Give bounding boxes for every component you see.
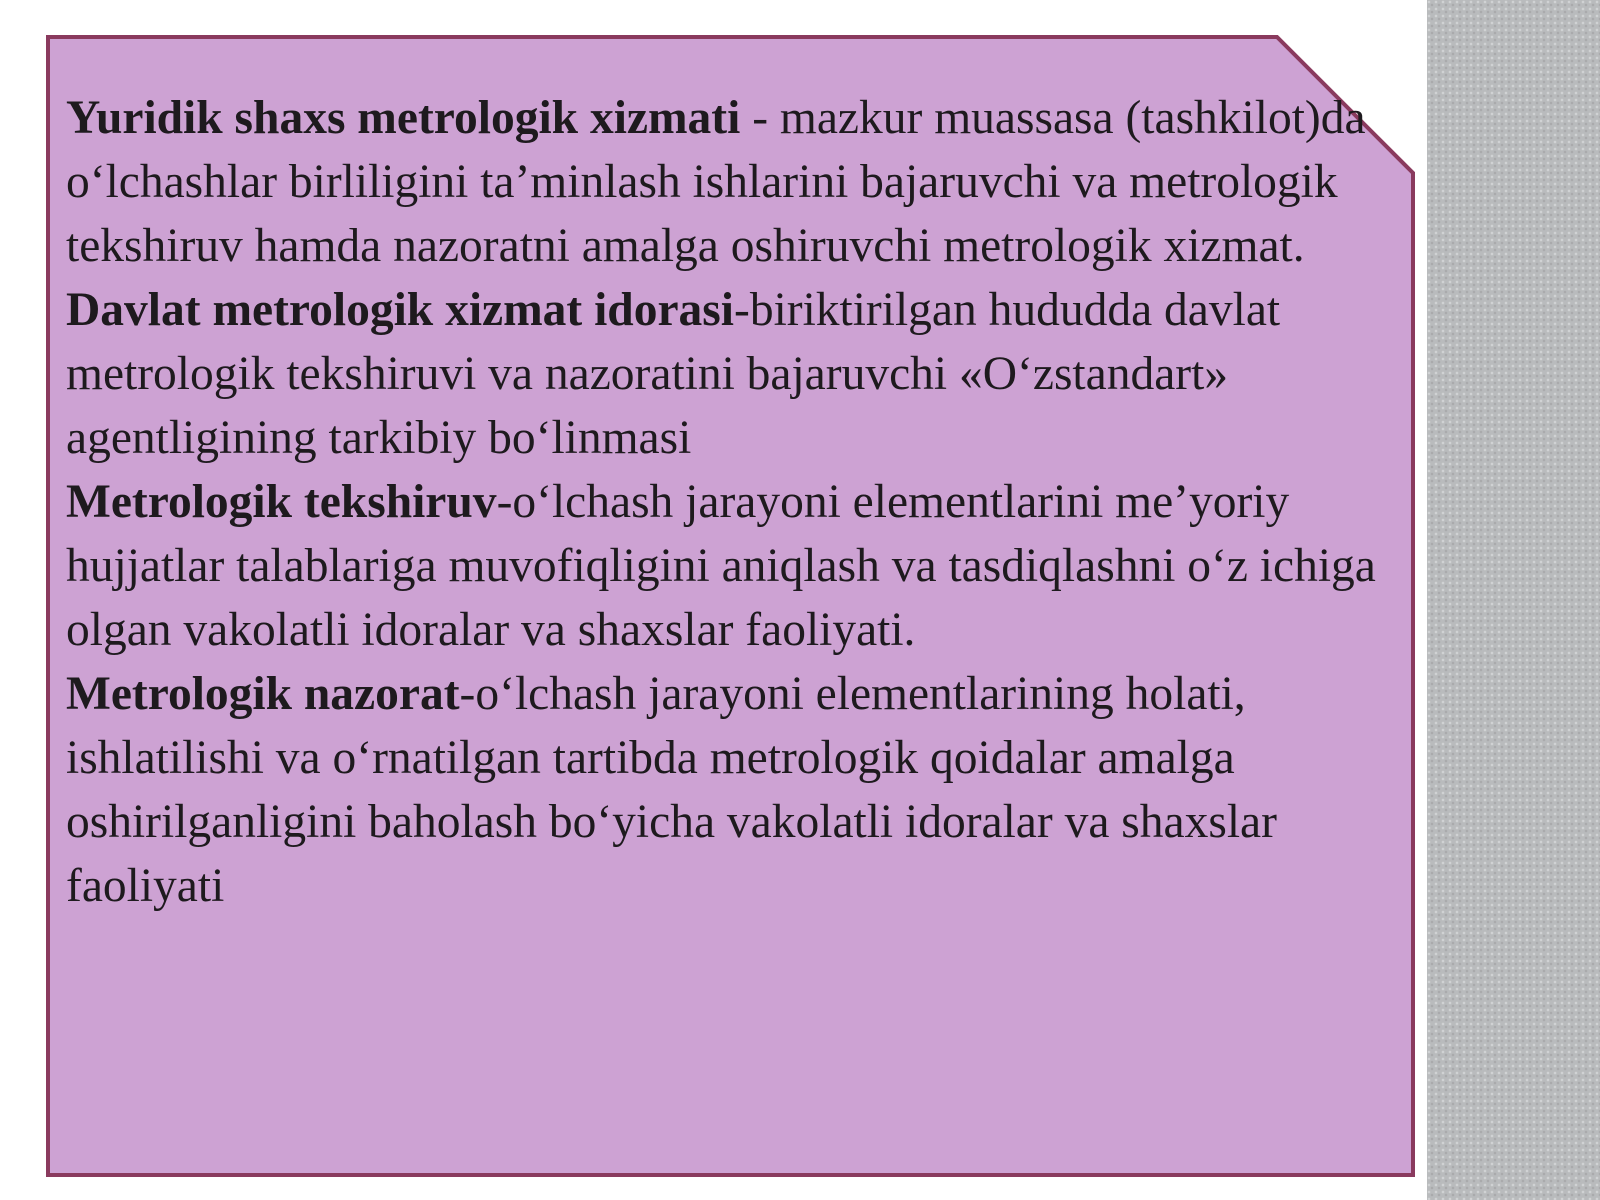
- definition-text: biriktirilgan hududda davlat metrologik tekshiruvi va nazoratini bajaruvchi «O‘zstandart» agentligining tarkibiy bo‘linmasi: [66, 284, 1281, 464]
- definition-separator: -: [496, 476, 513, 528]
- definition-term: Metrologik tekshiruv: [66, 476, 497, 528]
- definition-term: Metrologik nazorat: [66, 668, 460, 720]
- definition-text: o‘lchash jarayoni elementlarining holati, ishlatilishi va o‘rnatilgan tartibda metrologik qoidalar amalga oshirilganligini baholash bo‘yicha vakolatli idoralar va shaxslar faoliyati: [66, 668, 1277, 912]
- definition-text: o‘lchash jarayoni elementlarini me’yoriy hujjatlar talablariga muvofiqligini aniqlash va tasdiqlashni o‘z ichiga olgan vakolatli idoralar va shaxslar faoliyati.: [66, 476, 1376, 656]
- definition-separator: -: [740, 92, 780, 144]
- definition-term: Yuridik shaxs metrologik xizmati: [66, 92, 741, 144]
- definition-paragraph-2: [66, 278, 1396, 470]
- definition-text: mazkur muassasa (tashkilot)da o‘lchashlar birliligini ta’minlash ishlarini bajaruvchi va metrologik tekshiruv hamda nazoratni amalga oshiruvchi metrologik xizmat.: [66, 92, 1366, 272]
- definition-separator: -: [734, 284, 750, 336]
- definition-separator: -: [459, 668, 476, 720]
- definition-paragraph-3: [66, 470, 1396, 662]
- definition-paragraph-4: [66, 662, 1396, 918]
- definitions-text-block: [66, 86, 1396, 918]
- definition-paragraph-1: [66, 86, 1396, 278]
- definition-term: Davlat metrologik xizmat idorasi: [66, 284, 734, 336]
